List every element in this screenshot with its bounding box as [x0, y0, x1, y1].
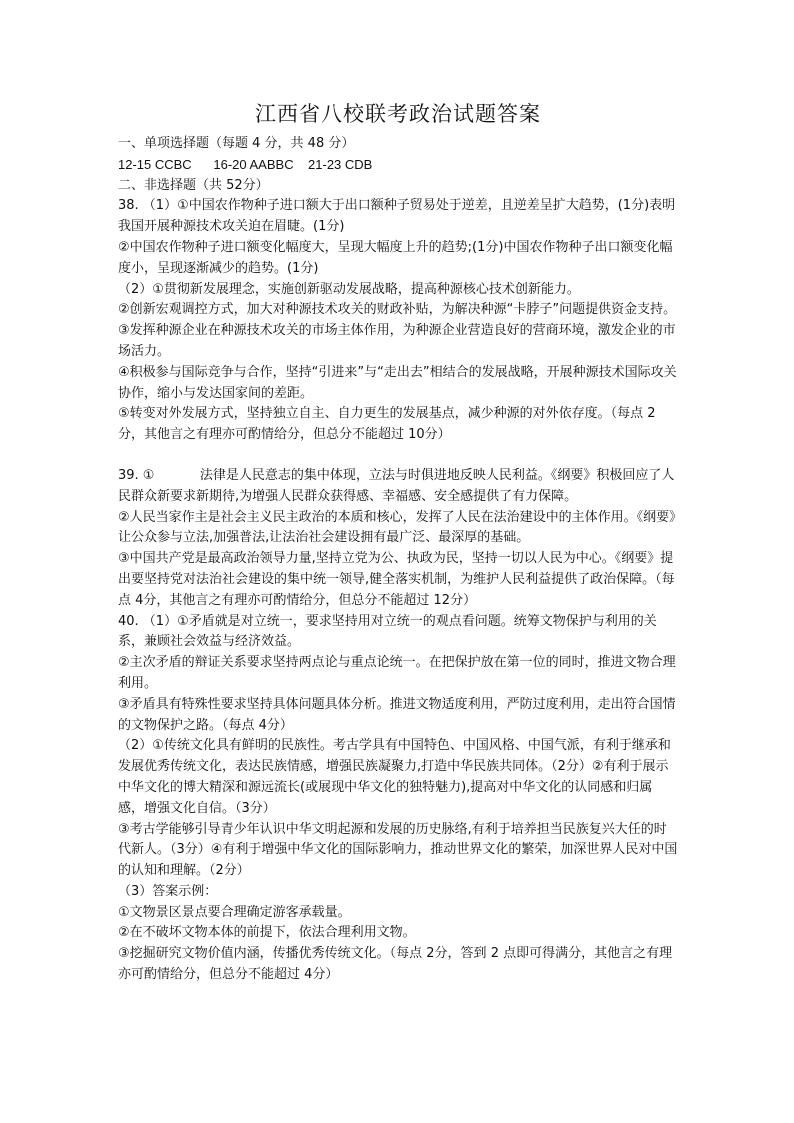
q40-part3-heading: （3）答案示例： — [118, 883, 218, 899]
q38-part2-d: ④积极参与国际竞争与合作，坚持“引进来”与“走出去”相结合的发展战略，开展种源技术国际攻关协作，缩小与发达国家间的差距。 — [118, 364, 677, 401]
section-1-answers: 12-15 CCBC 16-20 AABBC 21-23 CDB — [118, 156, 373, 172]
section-1-heading: 一、单项选择题（每题 4 分，共 48 分） — [118, 136, 355, 151]
q38-part1-a: 38. （1）①中国农作物种子进口额大于出口额种子贸易处于逆差，且逆差呈扩大趋势，(1分)表明我国开展种源技术攻关迫在眉睫。(1分) — [118, 198, 676, 235]
q40-part3-b: ②在不破坏文物本体的前提下，依法合理利用文物。 — [118, 925, 416, 941]
section-2-heading: 二、非选择题（共 52分） — [118, 177, 269, 193]
q40-part1-c: ③矛盾具有特殊性要求坚持具体问题具体分析。推进文物适度利用，严防过度利用，走出符合国情的文物保护之路。（每点 4分） — [118, 696, 676, 733]
q40-part3-a: ①文物景区景点要合理确定游客承载量。 — [118, 904, 351, 920]
q38-part2-c: ③发挥种源企业在种源技术攻关的市场主体作用，为种源企业营造良好的营商环境，激发企业的市场活力。 — [118, 323, 676, 359]
q40-part2-a: （2）①传统文化具有鲜明的民族性。考古学具有中国特色、中国风格、中国气派，有利于继承和发展优秀传统文化，表达民族情感，增强民族凝聚力,打造中华民族共同体。（2分）②有利于展示中华文化的博大精深和源远流长(或展现中华文化的独特魅力),提高对中华文化的认同感和归属感，增强文化自信。（3分） — [118, 738, 671, 816]
page-title: 江西省八校联考政治试题答案 — [255, 102, 541, 126]
q40-part1-b: ②主次矛盾的辩证关系要求坚持两点论与重点论统一。在把保护放在第一位的同时，推进文物合理利用。 — [118, 655, 676, 691]
q38-part2-b: ②创新宏观调控方式，加大对种源技术攻关的财政补贴，为解决种源“卡脖子”问题提供资金支持。 — [118, 302, 677, 318]
spacer — [118, 446, 678, 466]
q40-part1-a: 40. （1）①矛盾就是对立统一，要求坚持用对立统一的观点看问题。统筹文物保护与利用的关系，兼顾社会效益与经济效益。 — [118, 613, 657, 650]
q38-part2-a: （2）①贯彻新发展理念，实施创新驱动发展战略，提高种源核心技术创新能力。 — [118, 281, 580, 297]
q39-point-3: ③中国共产党是最高政治领导力量,坚持立党为公、执政为民，坚持一切以人民为中心。《纲要》提出要坚持党对法治社会建设的集中统一领导,健全落实机制，为维护人民利益提供了政治保障。（每点 4分，其他言之有理亦可酌情给分，但总分不能超过 12分） — [118, 551, 675, 608]
q39-point-2: ②人民当家作主是社会主义民主政治的本质和核心，发挥了人民在法治建设中的主体作用。《纲要》让公众参与立法,加强普法,让法治社会建设拥有最广泛、最深厚的基础。 — [118, 509, 676, 546]
answer-sheet — [118, 100, 678, 986]
q40-part3-c: ③挖掘研究文物价值内涵，传播优秀传统文化。（每点 2分，答到 2 点即可得满分，其他言之有理亦可酌情给分，但总分不能超过 4分） — [118, 946, 673, 983]
q39-point-1: 39. ① 法律是人民意志的集中体现，立法与时俱进地反映人民利益。《纲要》积极回应了人民群众新要求新期待,为增强人民群众获得感、幸福感、安全感提供了有力保障。 — [118, 467, 675, 504]
q40-part2-b: ③考古学能够引导青少年认识中华文明起源和发展的历史脉络,有利于培养担当民族复兴大任的时代新人。（3分）④有利于增强中华文化的国际影响力，推动世界文化的繁荣，加深世界人民对中国的认知和理解。（2分） — [118, 821, 678, 879]
q38-part2-e: ⑤转变对外发展方式，坚持独立自主、自力更生的发展基点，减少种源的对外依存度。（每点 2分，其他言之有理亦可酌情给分，但总分不能超过 10分） — [118, 406, 656, 443]
q38-part1-b: ②中国农作物种子进口额变化幅度大，呈现大幅度上升的趋势;(1分)中国农作物种子出口额变化幅度小，呈现逐渐减少的趋势。(1分) — [118, 239, 673, 276]
